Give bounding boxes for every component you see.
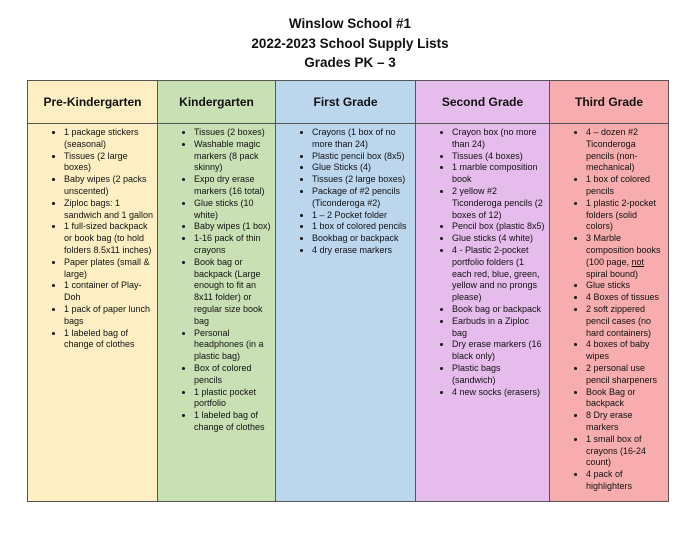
list-item: • Book bag or backpack: [452, 304, 546, 316]
supply-list-table: [27, 80, 669, 502]
list-item: • Expo dry erase markers (16 total): [194, 174, 272, 198]
list-item: • Crayon box (no more than 24): [452, 127, 546, 151]
list-item: • 1 plastic 2-pocket folders (solid colors): [586, 198, 665, 233]
grade-header-row: [28, 81, 669, 124]
list-item: • Glue sticks: [586, 280, 665, 292]
list-item: • 1 box of colored pencils: [312, 221, 412, 233]
list-item: • 4 boxes of baby wipes: [586, 339, 665, 363]
list-item: • Book bag or backpack (Large enough to fit an 8x11 folder) or regular size book bag: [194, 257, 272, 328]
kindergarten-list: [158, 127, 272, 434]
list-item: • Plastic pencil box (8x5): [312, 151, 412, 163]
list-item: • Pencil box (plastic 8x5): [452, 221, 546, 233]
list-item: • 4 - Plastic 2-pocket portfolio folders (1 each red, blue, green, yellow and no prongs please): [452, 245, 546, 304]
list-item: • Tissues (2 large boxes): [64, 151, 154, 175]
supply-items-row: [28, 124, 669, 502]
list-item: • 4 pack of highlighters: [586, 469, 665, 493]
list-item: • 4 new socks (erasers): [452, 387, 546, 399]
list-item: • Box of colored pencils: [194, 363, 272, 387]
list-item: • Washable magic markers (8 pack skinny): [194, 139, 272, 174]
list-item: • 1 labeled bag of change of clothes: [64, 328, 154, 352]
second-grade-column: [416, 124, 550, 502]
list-item: • 1 pack of paper lunch bags: [64, 304, 154, 328]
first-grade-list: [276, 127, 412, 257]
list-item: • 4 Boxes of tissues: [586, 292, 665, 304]
list-item: • 4 – dozen #2 Ticonderoga pencils (non-mechanical): [586, 127, 665, 174]
list-item: • Baby wipes (2 packs unscented): [64, 174, 154, 198]
list-item: • 1 plastic pocket portfolio: [194, 387, 272, 411]
list-item: • Dry erase markers (16 black only): [452, 339, 546, 363]
list-item: • 1 full-sized backpack or book bag (to hold folders 8.5x11 inches): [64, 221, 154, 256]
first-grade-header: First Grade: [276, 81, 416, 124]
list-item: • Bookbag or backpack: [312, 233, 412, 245]
list-item: • Glue sticks (10 white): [194, 198, 272, 222]
list-item: • Glue Sticks (4): [312, 162, 412, 174]
list-item: • 8 Dry erase markers: [586, 410, 665, 434]
list-item: • Paper plates (small & large): [64, 257, 154, 281]
third-grade-list: [550, 127, 665, 493]
third-grade-column: [550, 124, 669, 502]
first-grade-column: [276, 124, 416, 502]
list-item: • 1 – 2 Pocket folder: [312, 210, 412, 222]
list-item: • 1 marble composition book: [452, 162, 546, 186]
second-grade-header: Second Grade: [416, 81, 550, 124]
list-item: • 2 personal use pencil sharpeners: [586, 363, 665, 387]
kindergarten-column: [158, 124, 276, 502]
second-grade-list: [416, 127, 546, 398]
list-item: • 1 box of colored pencils: [586, 174, 665, 198]
list-item: • 4 dry erase markers: [312, 245, 412, 257]
list-item: • 1 labeled bag of change of clothes: [194, 410, 272, 434]
list-item: • Plastic bags (sandwich): [452, 363, 546, 387]
third-grade-header: Third Grade: [550, 81, 669, 124]
list-item: • 2 yellow #2 Ticonderoga pencils (2 boxes of 12): [452, 186, 546, 221]
list-item: • Tissues (4 boxes): [452, 151, 546, 163]
list-item: • 1-16 pack of thin crayons: [194, 233, 272, 257]
list-item: • Crayons (1 box of no more than 24): [312, 127, 412, 151]
list-item: • Baby wipes (1 box): [194, 221, 272, 233]
grades-title: Grades PK – 3: [304, 55, 396, 70]
list-item: • Book Bag or backpack: [586, 387, 665, 411]
list-item: • Package of #2 pencils (Ticonderoga #2): [312, 186, 412, 210]
list-item: • Earbuds in a Ziploc bag: [452, 316, 546, 340]
document-header: [0, 14, 700, 73]
list-item: • Tissues (2 boxes): [194, 127, 272, 139]
list-item: • Ziploc bags: 1 sandwich and 1 gallon: [64, 198, 154, 222]
school-title: Winslow School #1: [288, 16, 412, 31]
pre-kindergarten-list: [28, 127, 154, 351]
list-year-title: 2022-2023 School Supply Lists: [251, 35, 449, 51]
list-item: • 1 container of Play-Doh: [64, 280, 154, 304]
list-item: • Tissues (2 large boxes): [312, 174, 412, 186]
list-item: • Personal headphones (in a plastic bag): [194, 328, 272, 363]
list-item: • 3 Marble composition books (100 page, not spiral bound): [586, 233, 665, 280]
pre-kindergarten-header: Pre-Kindergarten: [28, 81, 158, 124]
list-item: • 2 soft zippered pencil cases (no hard containers): [586, 304, 665, 339]
pre-kindergarten-column: [28, 124, 158, 502]
list-item: • 1 small box of crayons (16-24 count): [586, 434, 665, 469]
list-item: • Glue sticks (4 white): [452, 233, 546, 245]
kindergarten-header: Kindergarten: [158, 81, 276, 124]
list-item: • 1 package stickers (seasonal): [64, 127, 154, 151]
